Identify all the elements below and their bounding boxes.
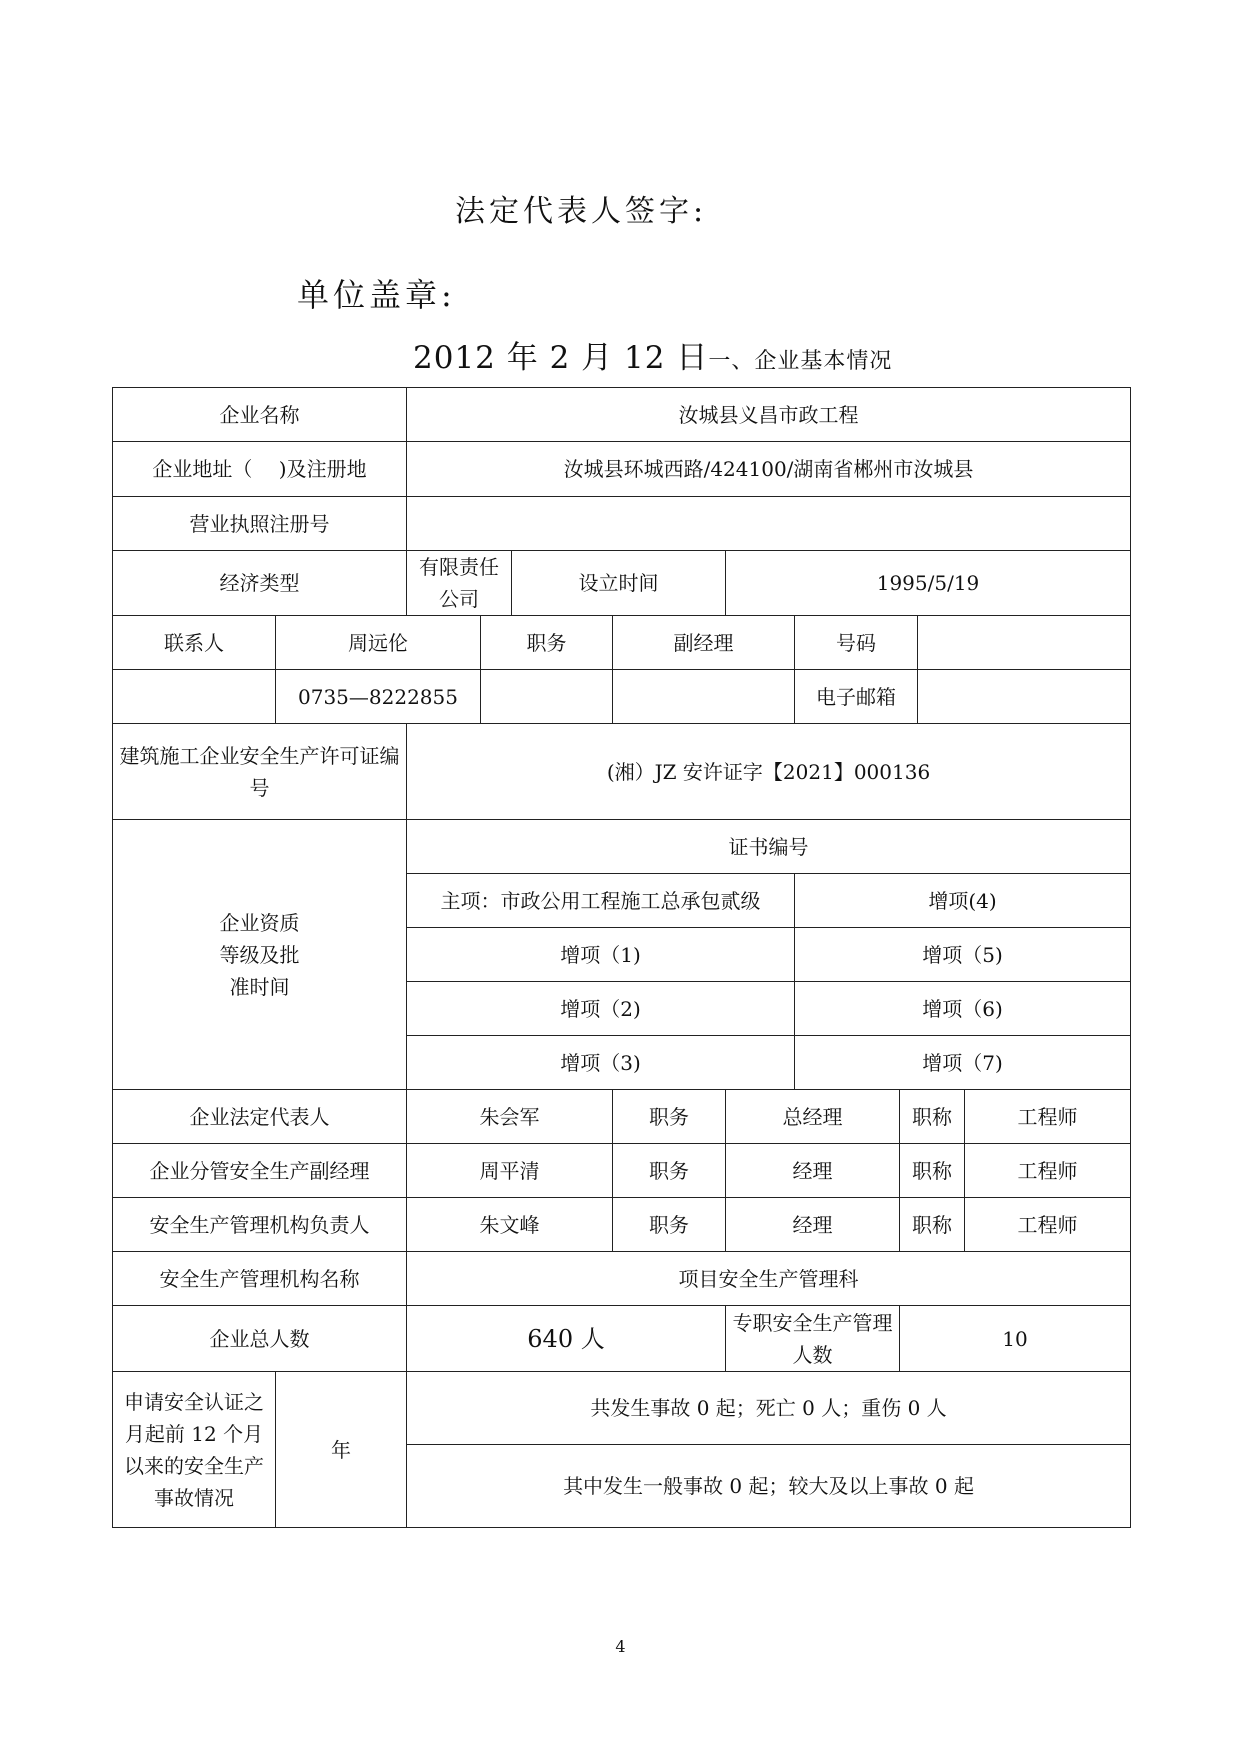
person-row — [113, 1198, 1131, 1252]
person-title-label: 职称 — [900, 1144, 965, 1198]
econ-type-value: 有限责任公司 — [407, 551, 512, 616]
accident-line-1: 共发生事故 0 起；死亡 0 人；重伤 0 人 — [407, 1372, 1131, 1445]
section-title: 一、企业基本情况 — [708, 349, 893, 374]
safety-org-value: 项目安全生产管理科 — [407, 1252, 1131, 1306]
contact-title: 副经理 — [613, 616, 795, 670]
accident-line-2: 其中发生一般事故 0 起；较大及以上事故 0 起 — [407, 1445, 1131, 1528]
email-value — [918, 670, 1131, 724]
license-label: 营业执照注册号 — [113, 497, 407, 551]
person-role: 企业分管安全生产副经理 — [113, 1144, 407, 1198]
founded-label: 设立时间 — [512, 551, 726, 616]
person-role: 企业法定代表人 — [113, 1090, 407, 1144]
person-name: 朱会军 — [407, 1090, 613, 1144]
add-item-4: 增项(4) — [795, 874, 1131, 928]
email-label: 电子邮箱 — [795, 670, 918, 724]
phone-number: 0735—8222855 — [276, 670, 481, 724]
person-name: 朱文峰 — [407, 1198, 613, 1252]
add-item-3: 增项（3) — [407, 1036, 795, 1090]
company-info-table — [112, 387, 1131, 1528]
cert-no-label: 证书编号 — [407, 820, 1131, 874]
person-duty-label: 职务 — [613, 1198, 726, 1252]
person-duty: 经理 — [726, 1144, 900, 1198]
add-item-6: 增项（6) — [795, 982, 1131, 1036]
accident-year: 年 — [276, 1372, 407, 1528]
seal-label: 单位盖章: — [297, 276, 456, 314]
safety-staff-label: 专职安全生产管理人数 — [726, 1306, 900, 1372]
person-row — [113, 1144, 1131, 1198]
add-item-5: 增项（5) — [795, 928, 1131, 982]
date: 2012 年 2 月 12 日 — [413, 340, 709, 376]
date-line — [413, 332, 892, 377]
person-duty: 经理 — [726, 1198, 900, 1252]
empty-cell — [113, 670, 276, 724]
founded-value: 1995/5/19 — [726, 551, 1131, 616]
person-title: 工程师 — [965, 1144, 1131, 1198]
permit-label: 建筑施工企业安全生产许可证编号 — [113, 724, 407, 820]
person-duty: 总经理 — [726, 1090, 900, 1144]
signature-label: 法定代表人签字: — [455, 194, 708, 229]
empty-cell — [613, 670, 795, 724]
person-title-label: 职称 — [900, 1090, 965, 1144]
address-label: 企业地址（ )及注册地 — [113, 442, 407, 497]
person-name: 周平清 — [407, 1144, 613, 1198]
qualification-label — [113, 820, 407, 1090]
person-title-label: 职称 — [900, 1198, 965, 1252]
total-staff-label: 企业总人数 — [113, 1306, 407, 1372]
contact-label: 联系人 — [113, 616, 276, 670]
contact-name: 周远伦 — [276, 616, 481, 670]
qualification-label-line: 企业资质 — [219, 910, 300, 935]
phone-value — [918, 616, 1131, 670]
person-duty-label: 职务 — [613, 1090, 726, 1144]
total-staff-value: 640 人 — [407, 1306, 726, 1372]
permit-number: (湘）JZ 安许证字【2021】000136 — [407, 724, 1131, 820]
license-value — [407, 497, 1131, 551]
company-name-value: 汝城县义昌市政工程 — [407, 388, 1131, 442]
accident-label: 申请安全认证之月起前 12 个月以来的安全生产事故情况 — [113, 1372, 276, 1528]
phone-label: 号码 — [795, 616, 918, 670]
person-duty-label: 职务 — [613, 1144, 726, 1198]
add-item-7: 增项（7) — [795, 1036, 1131, 1090]
company-name-label: 企业名称 — [113, 388, 407, 442]
page-number: 4 — [615, 1637, 626, 1656]
person-role: 安全生产管理机构负责人 — [113, 1198, 407, 1252]
person-row — [113, 1090, 1131, 1144]
contact-title-label: 职务 — [481, 616, 613, 670]
econ-type-label: 经济类型 — [113, 551, 407, 616]
add-item-1: 增项（1) — [407, 928, 795, 982]
safety-staff-value: 10 — [900, 1306, 1131, 1372]
add-item-2: 增项（2) — [407, 982, 795, 1036]
person-title: 工程师 — [965, 1090, 1131, 1144]
main-item: 主项：市政公用工程施工总承包贰级 — [407, 874, 795, 928]
qualification-label-line: 准时间 — [229, 974, 290, 999]
safety-org-label: 安全生产管理机构名称 — [113, 1252, 407, 1306]
person-title: 工程师 — [965, 1198, 1131, 1252]
qualification-label-line: 等级及批 — [219, 942, 300, 967]
empty-cell — [481, 670, 613, 724]
address-value: 汝城县环城西路/424100/湖南省郴州市汝城县 — [407, 442, 1131, 497]
